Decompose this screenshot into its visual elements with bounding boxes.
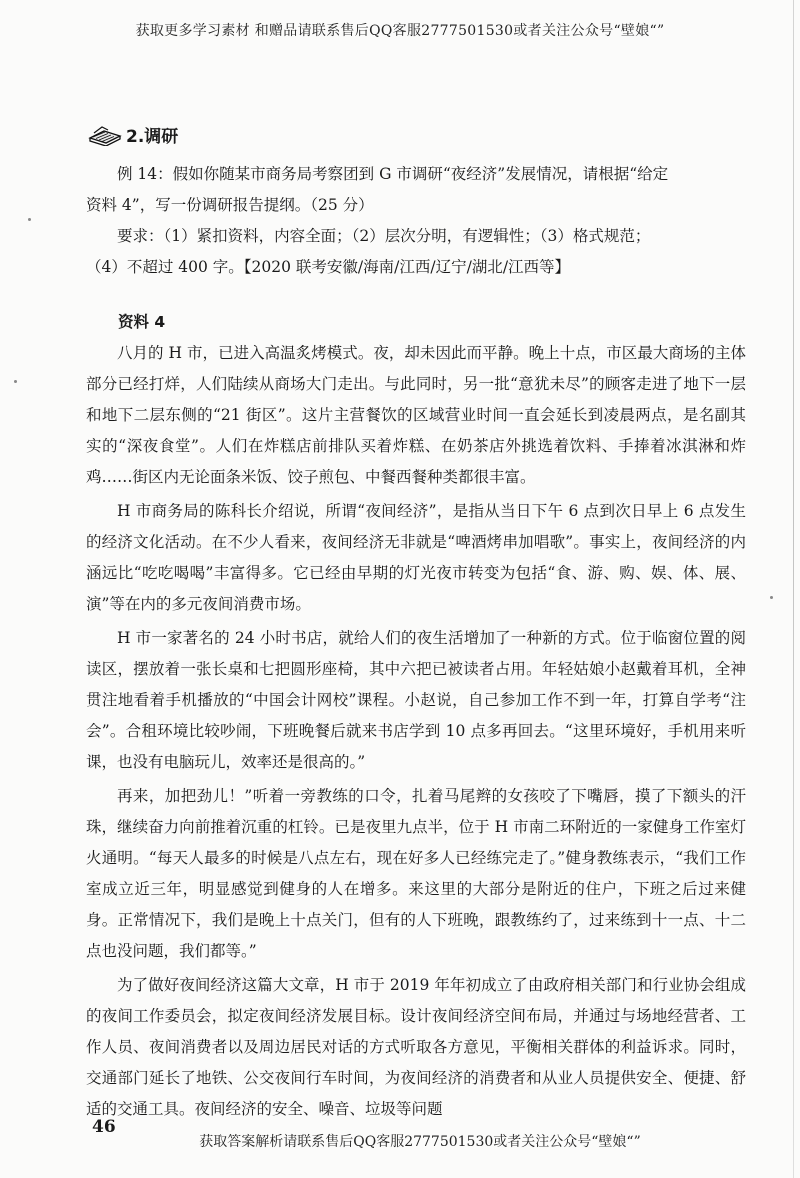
material-paragraph: 为了做好夜间经济这篇大文章，H 市于 2019 年年初成立了由政府相关部门和行业协会组成的夜间工作委员会，拟定夜间经济发展目标。设计夜间经济空间布局，并通过与场地经营者、工作人员、夜间消费者以及周边居民对话的方式听取各方意见，平衡相关群体的利益诉求。同时，交通部门延长了地铁、公交夜间行车时间，为夜间经济的消费者和从业人员提供安全、便捷、舒适的交通工具。夜间经济的安全、噪音、垃圾等问题 xyxy=(86,976,746,1118)
example-question xyxy=(86,159,746,283)
requirements-line: 要求：（1）紧扣资料，内容全面；（2）层次分明，有逻辑性；（3）格式规范； xyxy=(117,227,651,245)
material-title: 资料 4 xyxy=(118,313,166,331)
book-icon xyxy=(88,124,122,146)
material-body xyxy=(86,338,746,1128)
section-title: 2.调研 xyxy=(126,127,179,147)
page-number: 46 xyxy=(92,1117,116,1137)
question-line: 例 14：假如你随某市商务局考察团到 G 市调研“夜经济”发展情况，请根据“给定 xyxy=(117,165,669,183)
footer-watermark: 获取答案解析请联系售后QQ客服2777501530或者关注公众号“壁娘“” xyxy=(199,1134,641,1150)
material-paragraph: H 市一家著名的 24 小时书店，就给人们的夜生活增加了一种新的方式。位于临窗位置的阅读区，摆放着一张长桌和七把圆形座椅，其中六把已被读者占用。年轻姑娘小赵戴着耳机，全神贯注地看着手机播放的“中国会计网校”课程。小赵说，自己参加工作不到一年，打算自学考“注会”。合租环境比较吵闹，下班晚餐后就来书店学到 10 点多再回去。“这里环境好，手机用来听课，也没有电脑玩儿，效率还是很高的。” xyxy=(86,629,746,771)
material-paragraph: H 市商务局的陈科长介绍说，所谓“夜间经济”，是指从当日下午 6 点到次日早上 6 点发生的经济文化活动。在不少人看来，夜间经济无非就是“啤酒烤串加唱歌”。事实上，夜间经济的内涵远比“吃吃喝喝”丰富得多。它已经由早期的灯光夜市转变为包括“食、游、购、娱、体、展、演”等在内的多元夜间消费市场。 xyxy=(86,502,746,613)
header-watermark: 获取更多学习素材 和赠品请联系售后QQ客服2777501530或者关注公众号“壁娘“” xyxy=(135,23,665,39)
material-paragraph: 八月的 H 市，已进入高温炙烤模式。夜，却未因此而平静。晚上十点，市区最大商场的主体部分已经打烊，人们陆续从商场大门走出。与此同时，另一批“意犹未尽”的顾客走进了地下一层和地下二层东侧的“21 街区”。这片主营餐饮的区域营业时间一直会延长到凌晨两点，是名副其实的“深夜食堂”。人们在炸糕店前排队买着炸糕、在奶茶店外挑选着饮料、手捧着冰淇淋和炸鸡……街区内无论面条米饭、饺子煎包、中餐西餐种类都很丰富。 xyxy=(86,344,746,486)
scan-speck xyxy=(28,218,31,221)
requirements-line: （4）不超过 400 字。【2020 联考安徽/海南/江西/辽宁/湖北/江西等】 xyxy=(86,258,571,276)
scan-speck xyxy=(770,596,773,599)
material-paragraph: 再来，加把劲儿！”听着一旁教练的口令，扎着马尾辫的女孩咬了下嘴唇，摸了下额头的汗珠，继续奋力向前推着沉重的杠铃。已是夜里九点半，位于 H 市南二环附近的一家健身工作室灯火通明。“每天人最多的时候是八点左右，现在好多人已经练完走了。”健身教练表示，“我们工作室成立近三年，明显感觉到健身的人在增多。来这里的大部分是附近的住户，下班之后过来健身。正常情况下，我们是晚上十点关门，但有的人下班晚，跟教练约了，过来练到十一点、十二点也没问题，我们都等。” xyxy=(86,787,746,960)
scan-speck xyxy=(14,380,17,383)
scan-edge-line xyxy=(793,0,794,1178)
question-line: 资料 4”，写一份调研报告提纲。（25 分） xyxy=(86,196,374,214)
section-heading xyxy=(88,122,178,147)
